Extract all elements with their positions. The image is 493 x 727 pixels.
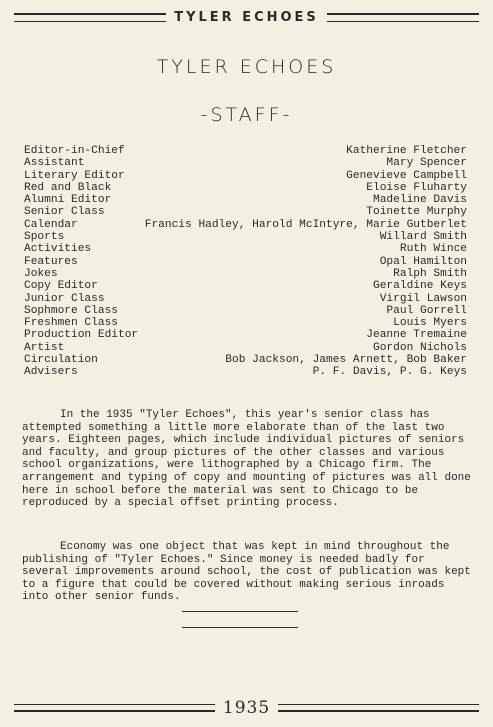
staff-role: Alumni Editor — [24, 194, 112, 207]
staff-role: Copy Editor — [24, 280, 98, 293]
staff-role: Features — [24, 255, 78, 268]
staff-role: Junior Class — [24, 292, 105, 305]
staff-row — [24, 280, 467, 292]
staff-role: Sports — [24, 231, 65, 244]
staff-name: Katherine Fletcher — [346, 145, 467, 157]
staff-row — [24, 194, 467, 206]
staff-name: Mary Spencer — [386, 157, 467, 170]
staff-role: Calendar — [24, 218, 78, 231]
staff-role: Assistant — [24, 157, 85, 170]
staff-role: Activities — [24, 243, 92, 256]
staff-name: Jeanne Tremaine — [366, 329, 467, 342]
footer-rule-left — [14, 704, 215, 712]
staff-name: Louis Myers — [393, 317, 467, 330]
staff-name: Paul Gorrell — [386, 304, 467, 317]
staff-name: Gordon Nichols — [373, 341, 467, 354]
page-title: TYLER ECHOES — [156, 56, 337, 78]
staff-role: Artist — [24, 341, 65, 354]
staff-row — [24, 145, 467, 157]
staff-row — [24, 256, 467, 268]
staff-row — [24, 268, 467, 280]
staff-role: Production Editor — [24, 329, 139, 342]
staff-row — [24, 293, 467, 305]
staff-role: Red and Black — [24, 181, 112, 194]
staff-roster — [24, 145, 467, 379]
footer-banner — [14, 698, 479, 718]
staff-role: Senior Class — [24, 206, 105, 219]
footer-year: 1935 — [222, 698, 271, 718]
top-banner — [14, 9, 479, 25]
staff-role: Circulation — [24, 354, 98, 367]
staff-row — [24, 329, 467, 341]
staff-name: Francis Hadley, Harold McIntyre, Marie Gutberlet — [144, 218, 467, 231]
staff-row — [24, 157, 467, 169]
banner-rule-right — [327, 13, 479, 22]
staff-name: Bob Jackson, James Arnett, Bob Baker — [225, 354, 467, 367]
staff-row — [24, 354, 467, 366]
staff-row — [24, 243, 467, 255]
staff-name: Genevieve Campbell — [346, 169, 467, 182]
staff-row — [24, 182, 467, 194]
footer-rule-right — [278, 704, 479, 712]
staff-row — [24, 206, 467, 218]
staff-row — [24, 366, 467, 378]
staff-name: Eloise Fluharty — [366, 181, 467, 194]
staff-role: Sophmore Class — [24, 304, 118, 317]
staff-role: Literary Editor — [24, 169, 125, 182]
economy-paragraph: Economy was one object that was kept in mind throughout the publishing of "Tyler Echoes." Since money is needed badly for several improvements around school, the cost of publication was kept to a figure that could be covered without making serious inroads into other senior funds. — [22, 541, 471, 604]
staff-row — [24, 305, 467, 317]
banner-rule-left — [14, 13, 166, 22]
staff-name: Virgil Lawson — [379, 292, 467, 305]
staff-name: Ruth Wince — [399, 243, 467, 256]
staff-name: Madeline Davis — [373, 194, 467, 207]
staff-row — [24, 317, 467, 329]
staff-role: Jokes — [24, 267, 58, 280]
banner-title: TYLER ECHOES — [174, 9, 319, 25]
staff-name: P. F. Davis, P. G. Keys — [312, 366, 467, 379]
staff-name: Opal Hamilton — [379, 255, 467, 268]
staff-name: Toinette Murphy — [366, 206, 467, 219]
staff-name: Willard Smith — [379, 231, 467, 244]
staff-name: Geraldine Keys — [373, 280, 467, 293]
staff-heading: -STAFF- — [200, 104, 293, 126]
intro-paragraph: In the 1935 "Tyler Echoes", this year's senior class has attempted something a little more elaborate than of the last two years. Eighteen pages, which include individual pictures of seniors and faculty, and group pictures of the other classes and various school organizations, were lithographed by a Chicago firm. The arrangement and typing of copy and mounting of pictures was all done here in school before the material was sent to Chicago to be reproduced by a special offset printing process. — [22, 409, 471, 510]
staff-name: Ralph Smith — [393, 267, 467, 280]
staff-row — [24, 342, 467, 354]
divider-line — [182, 611, 298, 612]
staff-role: Editor-in-Chief — [24, 145, 125, 157]
staff-role: Advisers — [24, 366, 78, 379]
staff-role: Freshmen Class — [24, 317, 118, 330]
staff-row — [24, 219, 467, 231]
staff-row — [24, 231, 467, 243]
staff-row — [24, 170, 467, 182]
divider-line — [182, 627, 298, 628]
